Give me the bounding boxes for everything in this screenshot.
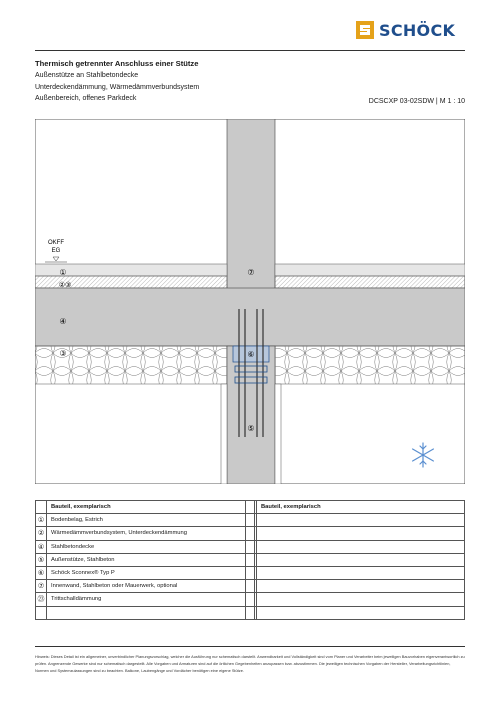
- drawing-code: DCSCXP 03-02SDW | M 1 : 10: [368, 98, 465, 105]
- legend-table-right: [245, 500, 465, 620]
- drawing-title: Thermisch getrennter Anschluss einer Stütze: [35, 59, 199, 68]
- table-row: [246, 566, 465, 579]
- callout-7: ⑦: [247, 268, 255, 277]
- legend-tables: [35, 500, 465, 636]
- brand-logo: [356, 19, 455, 41]
- callout-6: ⑥: [247, 350, 255, 359]
- table-row: [246, 593, 465, 606]
- table-row: ① Bodenbelag, Estrich: [36, 514, 255, 527]
- footer-divider: [35, 646, 465, 647]
- subtitle-3: Außenbereich, offenes Parkdeck: [35, 95, 137, 102]
- callout-4: ④: [59, 317, 67, 326]
- table-row: [246, 553, 465, 566]
- table-row: ⑤ Außenstütze, Stahlbeton: [36, 553, 255, 566]
- table-row: ② Wärmedämmverbundsystem, Unterdeckendämmung: [36, 527, 255, 540]
- subtitle-2: Unterdeckendämmung, Wärmedämmverbundsystem: [35, 83, 200, 91]
- table-row: [246, 514, 465, 527]
- disclaimer-note: Hinweis: Dieses Detail ist ein allgemeiner, unverbindlicher Planungsvorschlag, welcher die Ausführung nur schematisch darstellt. Anwendbarkeit und Vollständigkeit sind vom Planer und Verarbeiter beim jeweiligen Bauvorhaben eigenverantwortlich zu prüfen. Angrenzende Gewerke sind nur schematisch dargestellt. Alle Vorgaben und Armaturen sind auf die örtlichen Gegebenheiten anzupassen bzw. abzustimmen. Die jeweiligen technischen Vorgaben der Hersteller, Verarbeitungsrichtlinien, Normen und Systemzulassungen sind zu beachten. Balkone, Laubengänge und Vordächer benötigen eine eigene Stütze.: [35, 654, 465, 673]
- callout-5: ⑤: [247, 424, 255, 433]
- level-eg: EG: [51, 248, 61, 254]
- header-divider: [35, 50, 465, 51]
- level-okff: OKFF: [48, 240, 64, 246]
- table-row: [246, 527, 465, 540]
- table-row: [36, 606, 255, 619]
- drawing-header: [35, 58, 465, 105]
- legend-header: Bauteil, exemplarisch: [47, 501, 255, 514]
- table-row: [246, 540, 465, 553]
- section-drawing: [35, 119, 465, 484]
- table-row: ㉓ Trittschalldämmung: [36, 593, 255, 606]
- table-row: ⑦ Innenwand, Stahlbeton oder Mauerwerk, optional: [36, 580, 255, 593]
- callout-2-23: ②③: [58, 282, 72, 289]
- brand-name: SCHÖCK: [379, 20, 456, 40]
- callout-1: ①: [59, 268, 67, 277]
- table-row: [246, 606, 465, 619]
- legend-header-right: Bauteil, exemplarisch: [257, 501, 465, 514]
- table-row: [246, 580, 465, 593]
- callout-3: ③: [59, 349, 67, 358]
- table-row: ⑥ Schöck Sconnex® Typ P: [36, 566, 255, 579]
- legend-table-left: [35, 500, 255, 620]
- subtitle-1: Außenstütze an Stahlbetondecke: [35, 72, 139, 79]
- table-row: ④ Stahlbetondecke: [36, 540, 255, 553]
- schoeck-logo-icon: [356, 21, 374, 39]
